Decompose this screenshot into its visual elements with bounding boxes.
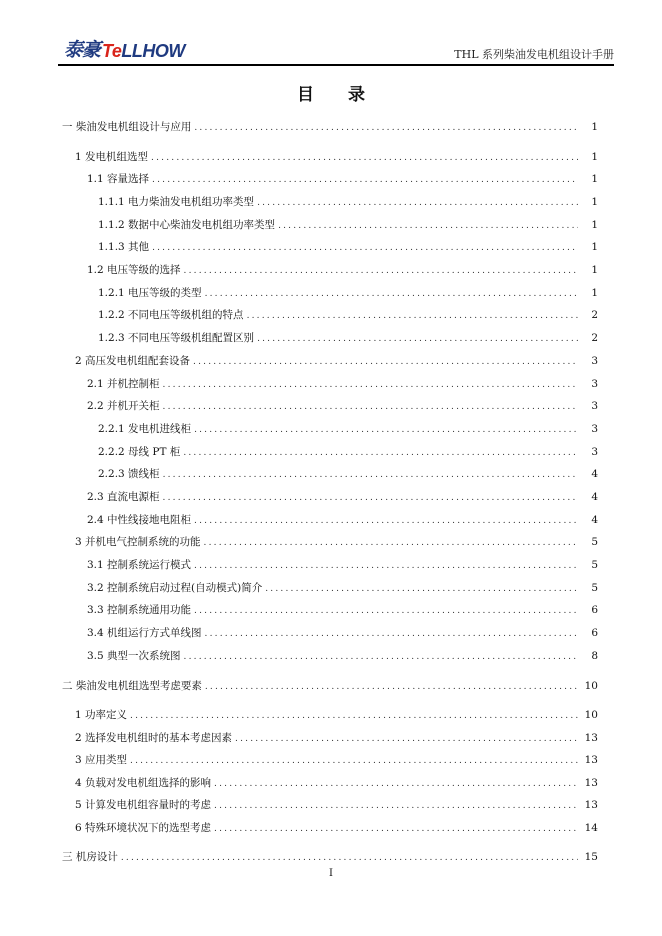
toc-entry[interactable] [62,678,598,694]
toc-entry-page: 1 [591,173,598,185]
dot-leader [183,445,578,461]
dot-leader [278,218,578,234]
dot-leader [152,240,578,256]
dot-leader [121,850,578,866]
dot-leader [235,731,578,747]
toc-entry[interactable] [87,398,598,414]
toc-entry[interactable] [87,262,598,278]
toc-entry-page: 1 [591,219,598,231]
toc-entry-label: 三 机房设计 [62,849,121,865]
dot-leader [130,708,578,724]
toc-entry-page: 1 [591,264,598,276]
toc-entry-label: 2.1 并机控制柜 [87,376,163,392]
dot-leader [205,626,578,642]
dot-leader [152,172,578,188]
toc-entry-page: 1 [591,151,598,163]
toc-entry[interactable] [98,444,598,460]
dot-leader [163,490,578,506]
toc-entry-label: 1.1 容量选择 [87,171,152,187]
toc-entry-page: 14 [584,822,598,834]
logo-english-text: TeLLHOW [102,41,185,61]
dot-leader [194,422,578,438]
dot-leader [163,467,578,483]
toc-entry-label: 3.5 典型一次系统图 [87,648,184,664]
toc-entry-label: 3.1 控制系统运行模式 [87,557,194,573]
dot-leader [257,195,578,211]
toc-entry[interactable] [98,466,598,482]
toc-entry-label: 5 计算发电机组容量时的考虑 [75,797,214,813]
dot-leader [193,354,578,370]
toc-entry-page: 1 [591,287,598,299]
dot-leader [163,377,578,393]
toc-entry-page: 5 [591,582,598,594]
toc-title: 目 录 [297,85,379,105]
toc-entry-page: 2 [591,309,598,321]
toc-entry-page: 6 [591,627,598,639]
toc-entry[interactable] [62,849,598,865]
toc-entry-label: 3 并机电气控制系统的功能 [75,534,204,550]
dot-leader [205,286,578,302]
toc-entry-page: 6 [591,604,598,616]
toc-entry[interactable] [98,421,598,437]
toc-entry-label: 2.2.3 馈线柜 [98,466,163,482]
toc-entry[interactable] [87,171,598,187]
toc-entry-label: 二 柴油发电机组选型考虑要素 [62,678,205,694]
toc-entry-label: 3 应用类型 [75,752,130,768]
toc-entry-label: 2.2.2 母线 PT 柜 [98,444,183,460]
toc-entry-page: 1 [591,196,598,208]
dot-leader [194,558,578,574]
toc-entry-label: 1.1.1 电力柴油发电机组功率类型 [98,194,257,210]
toc-entry[interactable] [75,149,598,165]
toc-entry-label: 3.4 机组运行方式单线图 [87,625,205,641]
dot-leader [214,798,578,814]
toc-entry-page: 10 [584,680,598,692]
toc-entry[interactable] [87,376,598,392]
dot-leader [265,581,578,597]
page-number: I [329,868,333,879]
dot-leader [257,331,578,347]
logo-chinese-text: 泰豪 [64,39,101,61]
toc-entry[interactable] [87,557,598,573]
toc-entry-page: 10 [584,709,598,721]
dot-leader [214,776,578,792]
toc-entry-label: 6 特殊环境状况下的选型考虑 [75,820,214,836]
toc-entry-label: 2.3 直流电源柜 [87,489,163,505]
dot-leader [184,649,578,665]
toc-entry-label: 1.2.2 不同电压等级机组的特点 [98,307,247,323]
dot-leader [204,535,578,551]
toc-entry[interactable] [98,285,598,301]
toc-entry[interactable] [75,534,598,550]
toc-entry-page: 13 [584,799,598,811]
toc-entry[interactable] [75,730,598,746]
toc-entry-page: 3 [591,446,598,458]
toc-entry[interactable] [75,820,598,836]
toc-entry-page: 13 [584,777,598,789]
manual-title: THL 系列柴油发电机组设计手册 [454,48,614,61]
dot-leader [184,263,578,279]
toc-entry-label: 1.2 电压等级的选择 [87,262,184,278]
toc-entry-page: 8 [591,650,598,662]
toc-entry-page: 3 [591,355,598,367]
toc-entry[interactable] [87,512,598,528]
toc-entry[interactable] [98,330,598,346]
toc-entry[interactable] [98,307,598,323]
toc-entry-label: 一 柴油发电机组设计与应用 [62,119,194,135]
toc-entry-page: 3 [591,378,598,390]
toc-entry[interactable] [98,239,598,255]
toc-entry-page: 5 [591,559,598,571]
toc-entry-label: 2 高压发电机组配套设备 [75,353,193,369]
toc-entry[interactable] [87,580,598,596]
toc-entry[interactable] [87,625,598,641]
toc-entry-label: 4 负载对发电机组选择的影响 [75,775,214,791]
dot-leader [247,308,578,324]
toc-entry[interactable] [87,602,598,618]
toc-entry[interactable] [75,707,598,723]
toc-entry[interactable] [87,648,598,664]
dot-leader [151,150,578,166]
toc-entry-label: 3.2 控制系统启动过程(自动模式)简介 [87,580,265,596]
toc-entry-page: 4 [591,491,598,503]
toc-entry[interactable] [98,194,598,210]
toc-entry-page: 4 [591,514,598,526]
dot-leader [194,120,578,136]
toc-entry[interactable] [75,353,598,369]
dot-leader [163,399,578,415]
toc-entry-label: 1.1.3 其他 [98,239,152,255]
toc-entry[interactable] [62,119,598,135]
toc-entry-page: 1 [591,241,598,253]
toc-entry-page: 3 [591,423,598,435]
toc-entry[interactable] [75,797,598,813]
toc-entry-page: 1 [591,121,598,133]
toc-entry-page: 4 [591,468,598,480]
toc-entry-label: 1.1.2 数据中心柴油发电机组功率类型 [98,217,278,233]
toc-entry-label: 3.3 控制系统通用功能 [87,602,194,618]
dot-leader [194,513,578,529]
toc-entry-label: 1 发电机组选型 [75,149,151,165]
dot-leader [214,821,578,837]
toc-entry[interactable] [75,752,598,768]
toc-entry[interactable] [87,489,598,505]
toc-entry-page: 13 [584,732,598,744]
dot-leader [194,603,578,619]
toc-entry-label: 1 功率定义 [75,707,130,723]
toc-entry-page: 15 [584,851,598,863]
toc-entry[interactable] [98,217,598,233]
toc-entry[interactable] [75,775,598,791]
dot-leader [130,753,578,769]
toc-entry-label: 2.4 中性线接地电阻柜 [87,512,194,528]
toc-entry-label: 2 选择发电机组时的基本考虑因素 [75,730,235,746]
toc-entry-label: 2.2.1 发电机进线柜 [98,421,194,437]
dot-leader [205,679,578,695]
toc-entry-page: 3 [591,400,598,412]
toc-entry-page: 2 [591,332,598,344]
toc-entry-label: 2.2 并机开关柜 [87,398,163,414]
toc-entry-page: 5 [591,536,598,548]
toc-entry-label: 1.2.1 电压等级的类型 [98,285,205,301]
toc-entry-label: 1.2.3 不同电压等级机组配置区别 [98,330,257,346]
toc-entry-page: 13 [584,754,598,766]
